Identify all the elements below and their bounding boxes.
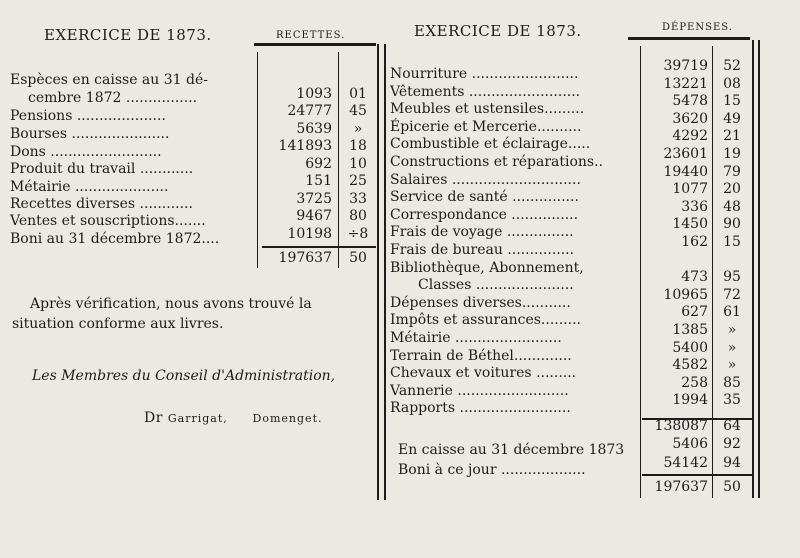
right-after-cents: 92	[723, 436, 741, 452]
right-subtotal-cents: 64	[723, 418, 741, 434]
left-row-label: Métairie .....................	[10, 179, 169, 195]
right-row-label: Nourriture ........................	[390, 66, 579, 82]
right-row-cents: »	[727, 339, 737, 356]
right-after-amount: 54142	[663, 455, 708, 471]
right-row-amount: 1385	[672, 322, 708, 338]
left-row-cents: 45	[349, 103, 367, 119]
right-row-amount: 23601	[663, 146, 708, 162]
right-row-amount: 13221	[663, 75, 708, 92]
left-heading: EXERCICE DE 1873.	[44, 26, 212, 44]
verification-note-line-1: Après vérification, nous avons trouvé la	[30, 296, 312, 312]
right-after-cents: 94	[723, 455, 741, 471]
right-row-cents: 61	[723, 304, 741, 321]
right-row-amount: 627	[681, 304, 708, 321]
right-row-amount: 4292	[672, 128, 708, 145]
right-row-amount: 336	[681, 198, 708, 215]
left-row-label: Pensions ....................	[10, 108, 166, 124]
right-row-label: Correspondance ...............	[390, 206, 579, 223]
right-row-amount: 162	[681, 234, 708, 250]
left-row-cents: 18	[349, 138, 367, 154]
right-row-cents: 48	[723, 198, 741, 215]
right-row-cents: 08	[723, 75, 741, 92]
left-row-amount: 692	[305, 156, 332, 172]
right-row-label: Constructions et réparations..	[390, 154, 604, 170]
left-amount-rule	[257, 52, 258, 268]
left-total-rule	[262, 246, 376, 248]
left-row-label: Produit du travail ............	[10, 161, 194, 177]
signature-heading: Les Membres du Conseil d'Administration,	[32, 368, 336, 384]
right-row-cents: 52	[723, 58, 741, 74]
right-row-amount: 258	[681, 374, 708, 391]
right-outer-rule-2	[758, 40, 760, 498]
right-row-label: Dépenses diverses...........	[390, 294, 571, 311]
center-rule-2	[384, 44, 386, 500]
right-row-cents: 49	[723, 110, 741, 127]
right-row-amount: 10965	[663, 286, 708, 303]
right-row-cents: 90	[723, 216, 741, 233]
left-row-amount: 9467	[296, 208, 332, 224]
right-total-amount: 197637	[654, 479, 708, 495]
right-row-amount: 1077	[672, 181, 708, 198]
right-row-cents: 15	[723, 234, 741, 250]
right-row-label: Vannerie .........................	[390, 382, 569, 399]
right-row-label: Frais de bureau ...............	[390, 242, 575, 258]
right-after-label: En caisse au 31 décembre 1873	[398, 442, 625, 458]
right-row-amount: 5400	[672, 339, 708, 356]
left-row-cents: »	[353, 121, 363, 137]
right-row-label: Métairie ........................	[390, 330, 562, 346]
right-column-header: DÉPENSES.	[662, 22, 733, 33]
right-row-label: Meubles et ustensiles.........	[390, 101, 585, 118]
right-row-label: Épicerie et Mercerie..........	[390, 118, 582, 135]
right-subtotal-amount: 138087	[654, 418, 708, 434]
left-row-amount: 24777	[287, 103, 332, 119]
left-row-cents: 01	[349, 86, 367, 102]
left-row-cents: 33	[349, 191, 367, 207]
right-row-amount: 1450	[672, 216, 708, 233]
right-row-cents: »	[727, 357, 737, 374]
right-row-cents: »	[727, 322, 737, 338]
right-row-label: Terrain de Béthel.............	[390, 347, 572, 364]
left-row-cents: 80	[349, 208, 367, 224]
right-row-amount: 473	[681, 269, 708, 286]
left-column-header: RECETTES.	[276, 30, 346, 41]
right-row-cents: 19	[723, 146, 741, 162]
left-row-cents: 25	[349, 173, 367, 189]
right-row-cents: 21	[723, 128, 741, 145]
right-row-label: Impôts et assurances.........	[390, 312, 581, 329]
right-row-label: Bibliothèque, Abonnement,	[390, 259, 584, 276]
left-row-amount: 3725	[296, 191, 332, 207]
right-total-cents: 50	[723, 479, 741, 495]
right-row-label: Rapports .........................	[390, 400, 571, 417]
left-total-amount: 197637	[278, 250, 332, 266]
left-row-label: Dons .........................	[10, 144, 162, 160]
verification-note-line-2: situation conforme aux livres.	[12, 316, 224, 332]
left-cents-rule	[338, 52, 339, 268]
left-row-amount: 151	[305, 173, 332, 189]
right-cents-rule	[712, 46, 713, 498]
left-row-label: Recettes diverses ............	[10, 196, 193, 212]
signatory-1-prefix: Dr	[144, 410, 163, 426]
signatory-2: Domenget.	[252, 412, 323, 425]
left-row-label: Bourses ......................	[10, 126, 170, 142]
left-row-cents: ÷8	[347, 226, 369, 242]
right-amount-rule	[640, 46, 641, 498]
center-rule-1	[377, 44, 379, 500]
left-row-amount: 10198	[287, 226, 332, 242]
left-row-label: cembre 1872 ................	[28, 90, 198, 106]
right-row-amount: 4582	[672, 357, 708, 374]
right-row-amount: 5478	[672, 93, 708, 110]
signatories	[144, 410, 322, 426]
right-after-label: Boni à ce jour ...................	[398, 462, 586, 478]
right-row-label: Frais de voyage ...............	[390, 224, 574, 241]
left-row-label: Boni au 31 décembre 1872....	[10, 231, 220, 247]
left-header-rule	[254, 43, 376, 46]
right-row-cents: 85	[723, 374, 741, 391]
left-row-cents: 10	[349, 156, 367, 172]
right-row-amount: 1994	[672, 392, 708, 409]
left-row-amount: 141893	[278, 138, 332, 154]
right-row-label: Salaires .............................	[390, 171, 581, 188]
signatory-1: Garrigat,	[167, 412, 228, 425]
right-row-label: Service de santé ...............	[390, 189, 579, 206]
left-row-amount: 1093	[296, 86, 332, 102]
right-after-amount: 5406	[672, 436, 708, 452]
left-total-cents: 50	[349, 250, 367, 266]
right-row-cents: 72	[723, 286, 741, 303]
right-header-rule	[628, 37, 750, 40]
right-row-cents: 15	[723, 93, 741, 110]
right-outer-rule-1	[752, 40, 754, 498]
right-row-amount: 39719	[663, 58, 708, 74]
right-row-cents: 35	[723, 392, 741, 409]
left-row-label: Ventes et souscriptions.......	[10, 213, 206, 229]
left-row-amount: 5639	[296, 121, 332, 137]
left-row-label: Espèces en caisse au 31 dé-	[10, 72, 208, 88]
right-row-amount: 19440	[663, 163, 708, 180]
right-row-label: Chevaux et voitures .........	[390, 365, 577, 382]
right-row-label: Vêtements .........................	[390, 83, 581, 100]
right-row-cents: 95	[723, 269, 741, 286]
right-row-label: Combustible et éclairage.....	[390, 136, 591, 153]
right-total-rule	[642, 474, 752, 476]
right-heading: EXERCICE DE 1873.	[414, 22, 582, 40]
right-row-label: Classes ......................	[418, 277, 574, 294]
right-row-amount: 3620	[672, 110, 708, 127]
right-row-cents: 79	[723, 163, 741, 180]
right-row-cents: 20	[723, 181, 741, 198]
